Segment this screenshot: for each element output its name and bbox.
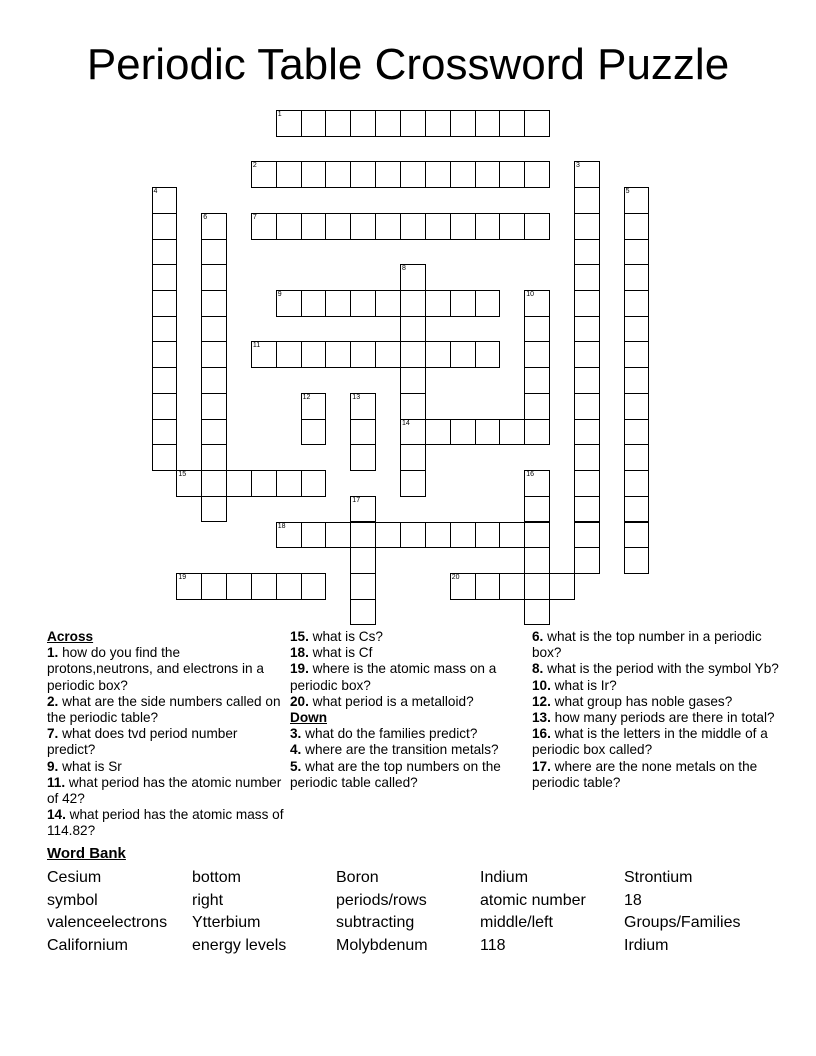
crossword-cell[interactable]	[524, 110, 550, 137]
crossword-cell[interactable]	[499, 419, 525, 446]
clue-text: what does tvd period number predict?	[47, 726, 238, 758]
crossword-cell[interactable]	[152, 367, 178, 394]
crossword-cell[interactable]	[524, 470, 550, 497]
clue-text: what is the period with the symbol Yb?	[543, 661, 779, 677]
crossword-cell[interactable]	[276, 573, 302, 600]
crossword-cell[interactable]	[400, 341, 426, 368]
crossword-cell[interactable]	[152, 341, 178, 368]
crossword-cell[interactable]	[201, 316, 227, 343]
crossword-cell[interactable]	[152, 213, 178, 240]
clue-number: 19	[178, 573, 187, 581]
crossword-cell[interactable]	[450, 522, 476, 549]
crossword-cell[interactable]	[574, 213, 600, 240]
crossword-cell[interactable]	[624, 496, 650, 523]
down-heading: Down	[290, 710, 327, 726]
clue-number: 18.	[290, 645, 309, 661]
word-bank-item: subtracting	[336, 914, 415, 932]
word-bank-item: Molybdenum	[336, 937, 428, 955]
crossword-cell[interactable]	[301, 419, 327, 446]
clue	[290, 661, 530, 693]
clue-number: 18	[277, 522, 286, 530]
crossword-cell[interactable]	[325, 110, 351, 137]
clue	[532, 710, 782, 726]
crossword-cell[interactable]	[624, 393, 650, 420]
crossword-cell[interactable]	[276, 110, 302, 137]
crossword-cell[interactable]	[400, 393, 426, 420]
clue	[532, 759, 782, 791]
clue-number: 15.	[290, 629, 309, 644]
crossword-cell[interactable]	[375, 161, 401, 188]
clue	[532, 629, 782, 661]
crossword-cell[interactable]	[624, 341, 650, 368]
word-bank-item: right	[192, 891, 224, 909]
clue	[290, 742, 530, 758]
crossword-cell[interactable]	[450, 341, 476, 368]
crossword-cell[interactable]	[624, 367, 650, 394]
crossword-cell[interactable]	[400, 522, 426, 549]
clue	[532, 726, 782, 758]
clue	[290, 645, 530, 661]
crossword-cell[interactable]	[350, 419, 376, 446]
clue	[47, 759, 287, 775]
crossword-cell[interactable]	[524, 367, 550, 394]
crossword-cell[interactable]	[425, 522, 451, 549]
crossword-cell[interactable]	[524, 419, 550, 446]
crossword-cell[interactable]	[475, 110, 501, 137]
clue-text: what is the top number in a periodic box?	[532, 629, 762, 661]
crossword-cell[interactable]	[425, 290, 451, 317]
crossword-cell[interactable]	[152, 187, 178, 214]
crossword-cell[interactable]	[624, 264, 650, 291]
crossword-cell[interactable]	[624, 470, 650, 497]
crossword-cell[interactable]	[201, 444, 227, 471]
crossword-cell[interactable]	[201, 393, 227, 420]
clue-number: 3	[575, 162, 580, 170]
crossword-cell[interactable]	[251, 573, 277, 600]
crossword-cell[interactable]	[350, 547, 376, 574]
clue-number: 19.	[290, 661, 309, 677]
crossword-cell[interactable]	[301, 573, 327, 600]
crossword-cell[interactable]	[375, 522, 401, 549]
crossword-cell[interactable]	[524, 316, 550, 343]
crossword-cell[interactable]	[201, 470, 227, 497]
crossword-cell[interactable]	[375, 110, 401, 137]
crossword-cell[interactable]	[325, 161, 351, 188]
crossword-cell[interactable]	[152, 419, 178, 446]
crossword-cell[interactable]	[152, 264, 178, 291]
crossword-cell[interactable]	[251, 213, 277, 240]
clue	[290, 759, 530, 791]
crossword-cell[interactable]	[276, 213, 302, 240]
crossword-cell[interactable]	[524, 213, 550, 240]
word-bank	[47, 867, 768, 958]
clue	[290, 629, 530, 645]
clues-column-1	[47, 629, 287, 840]
crossword-cell[interactable]	[475, 419, 501, 446]
page-title: Periodic Table Crossword Puzzle	[86, 40, 730, 89]
crossword-cell[interactable]	[301, 213, 327, 240]
crossword-cell[interactable]	[152, 239, 178, 266]
crossword-cell[interactable]	[350, 110, 376, 137]
crossword-cell[interactable]	[325, 290, 351, 317]
crossword-cell[interactable]	[350, 341, 376, 368]
word-bank-item: symbol	[47, 891, 98, 909]
crossword-cell[interactable]	[574, 316, 600, 343]
crossword-cell[interactable]	[574, 496, 600, 523]
clue-number: 7.	[47, 726, 59, 742]
clue	[290, 694, 530, 710]
crossword-cell[interactable]	[350, 393, 376, 420]
crossword-cell[interactable]	[475, 573, 501, 600]
clue	[47, 694, 287, 726]
crossword-cell[interactable]	[624, 187, 650, 214]
clue-number: 8.	[532, 661, 544, 677]
clue-number: 4	[153, 188, 158, 196]
clue-number: 17	[352, 496, 361, 504]
clue	[290, 726, 530, 742]
clue-number: 13	[352, 393, 361, 401]
word-bank-item: Irdium	[624, 937, 669, 955]
crossword-cell[interactable]	[301, 290, 327, 317]
crossword-cell[interactable]	[251, 161, 277, 188]
clue-number: 20	[451, 573, 460, 581]
crossword-cell[interactable]	[574, 239, 600, 266]
clue	[532, 678, 782, 694]
crossword-cell[interactable]	[201, 290, 227, 317]
crossword-cell[interactable]	[400, 213, 426, 240]
crossword-cell[interactable]	[524, 547, 550, 574]
clue-number: 2.	[47, 693, 59, 709]
crossword-cell[interactable]	[201, 341, 227, 368]
crossword-cell[interactable]	[574, 419, 600, 446]
crossword-cell[interactable]	[574, 264, 600, 291]
clue-text: where are the transition metals?	[301, 742, 499, 758]
clue-number: 6.	[532, 629, 544, 644]
clue-number: 1	[277, 111, 282, 118]
clue	[532, 661, 782, 677]
crossword-cell[interactable]	[475, 213, 501, 240]
word-bank-item: Californium	[47, 937, 128, 955]
crossword-cell[interactable]	[400, 419, 426, 446]
clues-column-3	[532, 629, 782, 791]
crossword-cell[interactable]	[425, 161, 451, 188]
crossword-cell[interactable]	[425, 110, 451, 137]
clue-text: what is Ir?	[550, 677, 617, 693]
crossword-cell[interactable]	[350, 522, 376, 549]
crossword-cell[interactable]	[574, 367, 600, 394]
clue-text: what is Cs?	[308, 629, 383, 644]
crossword-cell[interactable]	[400, 110, 426, 137]
clue-text: what period has the atomic mass of 114.82?	[47, 807, 284, 839]
crossword-cell[interactable]	[624, 290, 650, 317]
word-bank-item: periods/rows	[336, 891, 427, 909]
crossword-cell[interactable]	[425, 213, 451, 240]
clue-text: what is the letters in the middle of a periodic box called?	[532, 726, 768, 758]
word-bank-item: energy levels	[192, 937, 287, 955]
clue-number: 11	[252, 342, 261, 350]
crossword-cell[interactable]	[350, 573, 376, 600]
crossword-cell[interactable]	[201, 239, 227, 266]
crossword-cell[interactable]	[152, 444, 178, 471]
word-bank-item: Ytterbium	[192, 914, 261, 932]
crossword-cell[interactable]	[400, 264, 426, 291]
crossword-cell[interactable]	[400, 161, 426, 188]
clue-number: 20.	[290, 693, 309, 709]
crossword-cell[interactable]	[450, 161, 476, 188]
clue	[47, 775, 287, 807]
crossword-cell[interactable]	[350, 496, 376, 523]
crossword-cell[interactable]	[574, 444, 600, 471]
crossword-cell[interactable]	[574, 470, 600, 497]
clue	[47, 726, 287, 758]
crossword-cell[interactable]	[176, 573, 202, 600]
crossword-cell[interactable]	[450, 110, 476, 137]
crossword-cell[interactable]	[276, 161, 302, 188]
crossword-cell[interactable]	[524, 522, 550, 549]
word-bank-item: Strontium	[624, 869, 693, 886]
crossword-cell[interactable]	[400, 367, 426, 394]
crossword-cell[interactable]	[624, 547, 650, 574]
crossword-cell[interactable]	[400, 470, 426, 497]
clue-number: 5	[625, 188, 630, 196]
clue-number: 6	[203, 213, 208, 221]
crossword-cell[interactable]	[201, 573, 227, 600]
crossword-cell[interactable]	[400, 290, 426, 317]
crossword-cell[interactable]	[524, 290, 550, 317]
crossword-cell[interactable]	[499, 573, 525, 600]
crossword-cell[interactable]	[276, 290, 302, 317]
crossword-cell[interactable]	[425, 341, 451, 368]
crossword-cell[interactable]	[176, 470, 202, 497]
clue-number: 16	[526, 471, 535, 479]
crossword-cell[interactable]	[350, 290, 376, 317]
word-bank-item: Cesium	[47, 869, 102, 886]
clue-number: 13.	[532, 710, 551, 726]
clue-number: 10.	[532, 677, 551, 693]
crossword-cell[interactable]	[450, 419, 476, 446]
clue-text: what do the families predict?	[301, 726, 478, 742]
crossword-cell[interactable]	[301, 161, 327, 188]
crossword-cell[interactable]	[301, 341, 327, 368]
clue-text: what is Sr	[58, 758, 122, 774]
word-bank-item: middle/left	[480, 914, 553, 932]
crossword-cell[interactable]	[574, 547, 600, 574]
clue-text: what are the side numbers called on the periodic table?	[47, 693, 281, 726]
crossword-cell[interactable]	[400, 444, 426, 471]
crossword-cell[interactable]	[475, 522, 501, 549]
word-bank-item: bottom	[192, 869, 241, 886]
crossword-cell[interactable]	[524, 599, 550, 626]
clue	[47, 645, 287, 694]
clue-number: 7	[252, 213, 257, 221]
crossword-cell[interactable]	[499, 522, 525, 549]
crossword-cell[interactable]	[624, 522, 650, 549]
crossword-cell[interactable]	[201, 213, 227, 240]
crossword-cell[interactable]	[499, 161, 525, 188]
crossword-cell[interactable]	[350, 444, 376, 471]
clue-text: where is the atomic mass on a periodic box?	[290, 661, 497, 693]
crossword-cell[interactable]	[152, 393, 178, 420]
clue-text: what period is a metalloid?	[308, 693, 474, 709]
clue-number: 1.	[47, 645, 59, 661]
clue-text: how do you find the protons,neutrons, and electrons in a periodic box?	[47, 645, 264, 693]
crossword-cell[interactable]	[276, 522, 302, 549]
crossword-cell[interactable]	[350, 161, 376, 188]
crossword-cell[interactable]	[325, 341, 351, 368]
clue-text: what are the top numbers on the periodic table called?	[290, 758, 501, 790]
crossword-cell[interactable]	[524, 573, 550, 600]
word-bank-item: Indium	[480, 869, 529, 886]
crossword-cell[interactable]	[276, 470, 302, 497]
crossword-cell[interactable]	[325, 213, 351, 240]
crossword-cell[interactable]	[524, 496, 550, 523]
clue-text: how many periods are there in total?	[550, 710, 775, 726]
crossword-cell[interactable]	[375, 341, 401, 368]
crossword-cell[interactable]	[350, 599, 376, 626]
crossword-cell[interactable]	[301, 522, 327, 549]
crossword-cell[interactable]	[201, 419, 227, 446]
crossword-cell[interactable]	[251, 470, 277, 497]
crossword-cell[interactable]	[450, 213, 476, 240]
crossword-cell[interactable]	[624, 213, 650, 240]
crossword-cell[interactable]	[450, 573, 476, 600]
crossword-cell[interactable]	[226, 573, 252, 600]
clue-text: what period has the atomic number of 42?	[47, 774, 282, 807]
crossword-cell[interactable]	[574, 522, 600, 549]
word-bank-heading: Word Bank	[47, 845, 126, 862]
clue-number: 14	[402, 419, 410, 427]
crossword-cell[interactable]	[425, 419, 451, 446]
clue-number: 12.	[532, 693, 551, 709]
crossword-cell[interactable]	[475, 161, 501, 188]
crossword-cell[interactable]	[499, 213, 525, 240]
crossword-cell[interactable]	[574, 393, 600, 420]
crossword-cell[interactable]	[574, 187, 600, 214]
clue-number: 5.	[290, 758, 302, 774]
crossword-cell[interactable]	[201, 496, 227, 523]
word-bank-item: Groups/Families	[624, 914, 741, 932]
crossword-cell[interactable]	[276, 341, 302, 368]
crossword-cell[interactable]	[375, 290, 401, 317]
clue-number: 16.	[532, 726, 551, 742]
crossword-cell[interactable]	[475, 290, 501, 317]
word-bank-item: valenceelectrons	[47, 914, 168, 932]
crossword-cell[interactable]	[301, 393, 327, 420]
crossword-cell[interactable]	[499, 110, 525, 137]
crossword-cell[interactable]	[325, 522, 351, 549]
crossword-cell[interactable]	[400, 316, 426, 343]
clue-number: 17.	[532, 758, 551, 774]
crossword-cell[interactable]	[350, 213, 376, 240]
clue	[47, 807, 287, 839]
clue-number: 9.	[47, 758, 59, 774]
crossword-cell[interactable]	[301, 110, 327, 137]
clue-number: 8	[402, 265, 406, 273]
clue-number: 10	[526, 291, 535, 299]
clue-text: what is Cf	[308, 645, 373, 661]
clue-text: what group has noble gases?	[550, 693, 733, 709]
crossword-cell[interactable]	[574, 290, 600, 317]
word-bank-item: 18	[624, 891, 642, 909]
crossword-cell[interactable]	[574, 161, 600, 188]
clue-number: 14.	[47, 807, 66, 823]
crossword-cell[interactable]	[574, 341, 600, 368]
clue-number: 15	[178, 471, 187, 479]
word-bank-item: atomic number	[480, 891, 586, 909]
crossword-cell[interactable]	[524, 161, 550, 188]
crossword-cell[interactable]	[251, 341, 277, 368]
clue-number: 4.	[290, 742, 302, 758]
crossword-cell[interactable]	[226, 470, 252, 497]
clue-number: 3.	[290, 726, 302, 742]
crossword-cell[interactable]	[152, 316, 178, 343]
clue	[532, 694, 782, 710]
across-heading: Across	[47, 629, 94, 644]
crossword-cell[interactable]	[624, 316, 650, 343]
crossword-cell[interactable]	[624, 444, 650, 471]
clue-number: 9	[277, 291, 282, 299]
crossword-cell[interactable]	[375, 213, 401, 240]
clue-number: 12	[302, 393, 311, 401]
word-bank-item: Boron	[336, 869, 379, 886]
clue-text: where are the none metals on the periodic table?	[532, 758, 758, 790]
crossword-cell[interactable]	[301, 470, 327, 497]
crossword-cell[interactable]	[624, 239, 650, 266]
word-bank-item: 118	[480, 937, 506, 955]
clue-number: 11.	[47, 774, 66, 790]
clue-number: 2	[252, 162, 257, 170]
clues-column-2	[290, 629, 530, 791]
crossword-cell[interactable]	[524, 341, 550, 368]
crossword-cell[interactable]	[152, 290, 178, 317]
crossword-cell[interactable]	[450, 290, 476, 317]
crossword-cell[interactable]	[549, 573, 575, 600]
crossword-cell[interactable]	[201, 367, 227, 394]
crossword-cell[interactable]	[201, 264, 227, 291]
crossword-cell[interactable]	[475, 341, 501, 368]
crossword-cell[interactable]	[524, 393, 550, 420]
crossword-cell[interactable]	[624, 419, 650, 446]
